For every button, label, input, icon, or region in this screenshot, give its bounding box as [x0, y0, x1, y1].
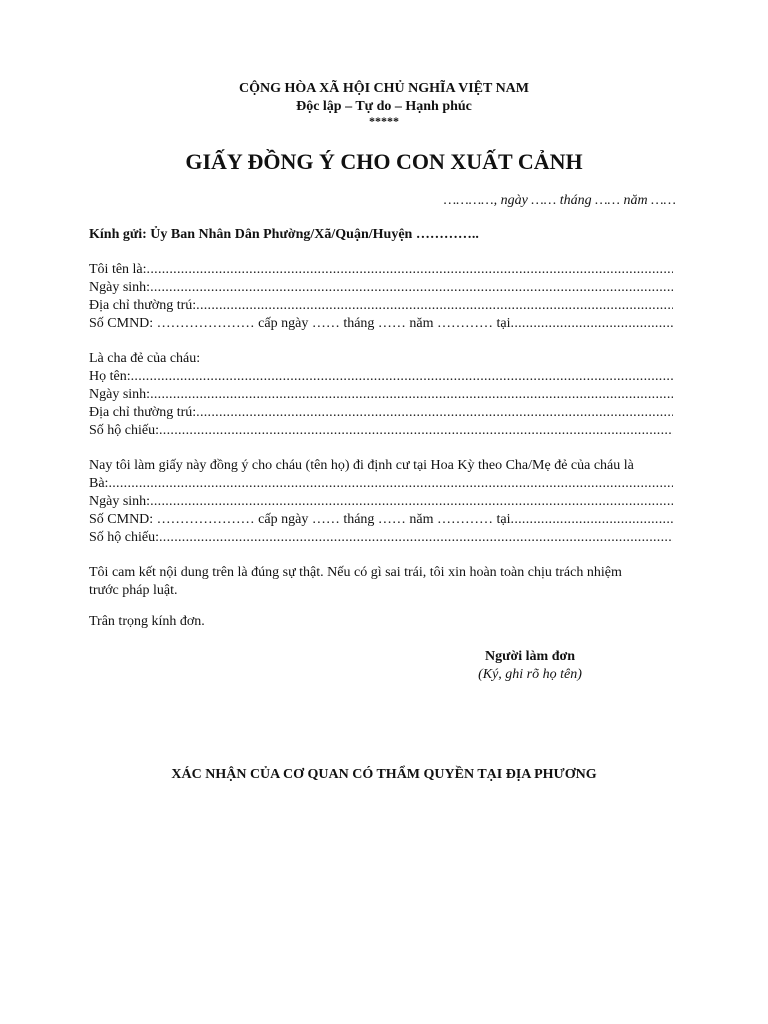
field-label: Tôi tên là: [89, 262, 147, 277]
field-label: Địa chỉ thường trú: [89, 405, 197, 420]
document-title: GIẤY ĐỒNG Ý CHO CON XUẤT CẢNH [185, 149, 583, 174]
date-line: …………, ngày …… tháng …… năm …… [443, 193, 676, 208]
fill-dots [150, 386, 673, 404]
fill-dots [150, 279, 673, 297]
fill-dots [108, 475, 673, 493]
fill-dots [159, 529, 673, 547]
child-address-field [89, 404, 673, 422]
closing-line: Trân trọng kính đơn. [89, 614, 205, 629]
fill-dots [511, 315, 673, 333]
field-label: Số hộ chiếu: [89, 423, 159, 438]
country-name: CỘNG HÒA XÃ HỘI CHỦ NGHĨA VIỆT NAM [238, 81, 529, 96]
document-body [89, 226, 673, 631]
mother-dob-field [89, 493, 673, 511]
child-name-field [89, 368, 673, 386]
field-label: Ngày sinh: [89, 494, 151, 509]
child-intro: Là cha đẻ của cháu: [89, 351, 201, 366]
mother-name-field [89, 475, 673, 493]
signer-note: (Ký, ghi rõ họ tên) [478, 667, 582, 682]
applicant-id-field [89, 315, 673, 333]
fill-dots [150, 493, 673, 511]
fill-dots [196, 297, 673, 315]
child-dob-field [89, 386, 673, 404]
field-label: Số hộ chiếu: [89, 530, 159, 545]
applicant-name-field [89, 261, 673, 279]
field-label: Địa chỉ thường trú: [89, 298, 197, 313]
signer-title: Người làm đơn [484, 649, 576, 664]
fill-dots [147, 261, 673, 279]
mother-id-field [89, 511, 673, 529]
field-label: Ngày sinh: [89, 387, 151, 402]
signature-block [400, 648, 660, 684]
field-label: Bà: [89, 476, 109, 491]
consent-statement: Nay tôi làm giấy này đồng ý cho cháu (tên họ) đi định cư tại Hoa Kỳ theo Cha/Mẹ đẻ của cháu là [89, 458, 634, 473]
national-header [0, 80, 768, 126]
salutation: Kính gửi: Ủy Ban Nhân Dân Phường/Xã/Quận/Huyện ………….. [89, 227, 479, 242]
child-passport-field [89, 422, 673, 440]
fill-dots [131, 368, 673, 386]
fill-dots [511, 511, 673, 529]
field-label: Số CMND: ………………… cấp ngày …… tháng …… năm ………… tại [89, 512, 511, 527]
fill-dots [196, 404, 673, 422]
header-stars: ***** [369, 114, 399, 128]
field-label: Số CMND: ………………… cấp ngày …… tháng …… năm ………… tại [89, 316, 511, 331]
field-label: Ngày sinh: [89, 280, 151, 295]
mother-passport-field [89, 529, 673, 547]
applicant-dob-field [89, 279, 673, 297]
applicant-address-field [89, 297, 673, 315]
fill-dots [159, 422, 673, 440]
field-label: Họ tên: [89, 369, 131, 384]
commitment-paragraph: Tôi cam kết nội dung trên là đúng sự thật. Nếu có gì sai trái, tôi xin hoàn toàn chịu trách nhiệm trước pháp luật. [89, 565, 622, 598]
authority-confirmation-heading: XÁC NHẬN CỦA CƠ QUAN CÓ THẨM QUYỀN TẠI ĐỊA PHƯƠNG [171, 767, 597, 782]
national-motto: Độc lập – Tự do – Hạnh phúc [296, 99, 472, 114]
